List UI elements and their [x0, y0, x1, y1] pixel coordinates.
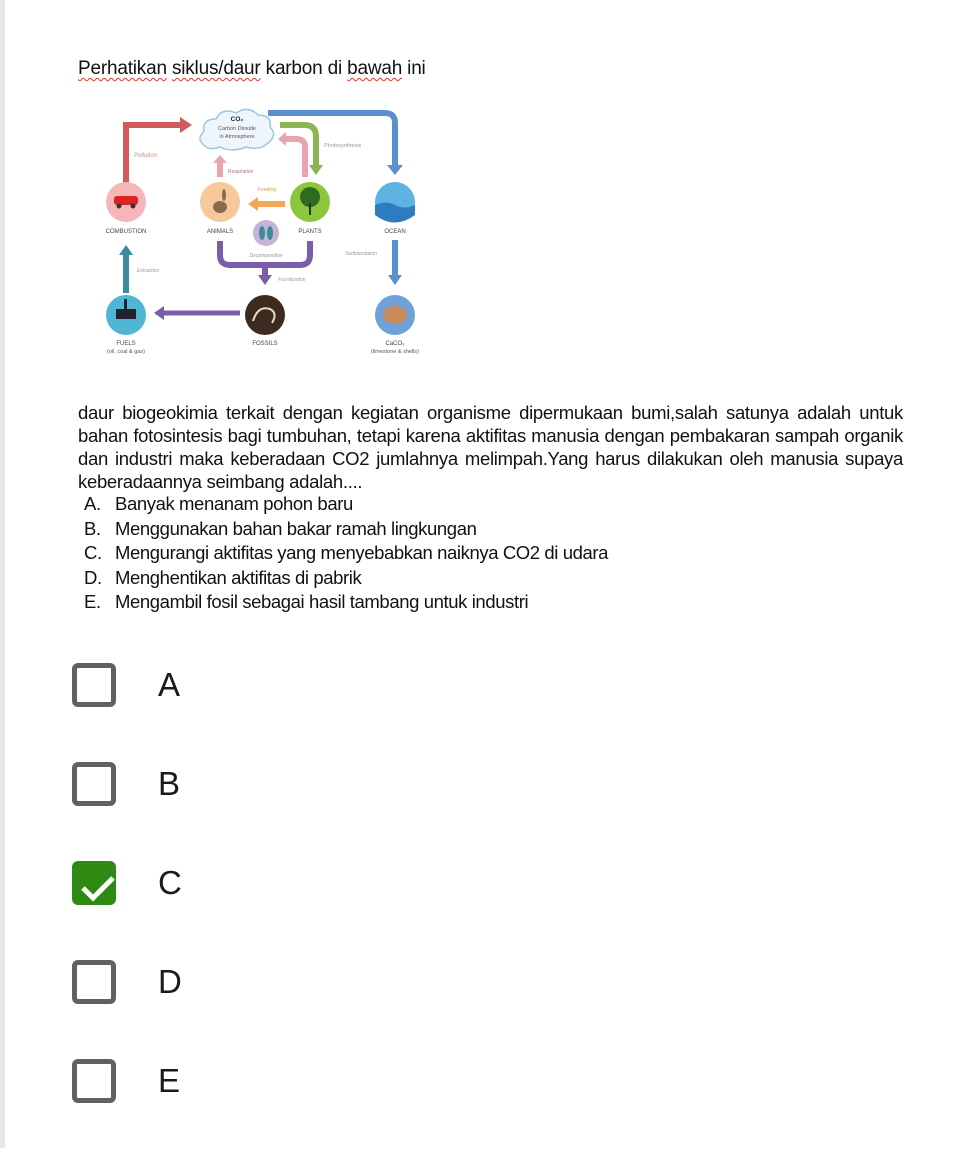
choice-a[interactable] [70, 660, 370, 759]
svg-text:PLANTS: PLANTS [298, 229, 322, 235]
answer-choices [70, 660, 370, 1155]
svg-text:Carbon Dioxide: Carbon Dioxide [218, 126, 256, 132]
checkbox-b[interactable] [72, 762, 116, 806]
atmosphere-cloud [200, 109, 274, 150]
option-c: C. Mengurangi aktifitas yang menyebabkan naiknya CO2 di udara [84, 542, 609, 563]
choice-b[interactable] [70, 759, 370, 858]
svg-text:(oil, coal & gas): (oil, coal & gas) [107, 349, 145, 355]
svg-text:ANIMALS: ANIMALS [206, 229, 234, 235]
decomposer-node [253, 220, 279, 246]
feeding-arrow [248, 197, 285, 211]
option-b: B. Menggunakan bahan bakar ramah lingkungan [84, 517, 477, 539]
title-word: bawah [347, 58, 403, 79]
choice-label: B [158, 765, 181, 802]
svg-text:FOSSILS: FOSSILS [252, 341, 278, 347]
svg-text:OCEAN: OCEAN [384, 229, 406, 235]
svg-text:Photosynthesis: Photosynthesis [324, 143, 362, 149]
fossils-node [245, 295, 285, 335]
svg-text:CO₂: CO₂ [230, 116, 244, 123]
checkbox-a[interactable] [72, 663, 116, 707]
checkmark-icon [79, 870, 119, 906]
choice-d[interactable] [70, 957, 370, 1056]
title-word: siklus/daur [171, 58, 261, 79]
choice-label: E [158, 1062, 181, 1099]
svg-text:CaCO₃: CaCO₃ [385, 341, 405, 347]
checkbox-d[interactable] [72, 960, 116, 1004]
choice-c[interactable] [70, 858, 370, 957]
pollution-arrow [126, 117, 192, 183]
photosynthesis-arrow [280, 125, 323, 175]
svg-text:Decomposition: Decomposition [249, 253, 283, 259]
option-d: D. Menghentikan aktifitas di pabrik [84, 566, 362, 588]
choice-label: C [158, 864, 182, 901]
svg-text:FUELS: FUELS [116, 341, 136, 347]
animal-respiration-arrow [213, 155, 227, 177]
svg-text:in Atmosphere: in Atmosphere [219, 134, 255, 140]
svg-text:Feeding: Feeding [258, 187, 277, 193]
choice-label: A [158, 666, 181, 703]
svg-text:Respiration: Respiration [228, 169, 254, 175]
title-word: Perhatikan [78, 58, 167, 79]
carbon-cycle-diagram [100, 95, 445, 370]
question-text: daur biogeokimia terkait dengan kegiatan organisme dipermukaan bumi,salah satunya adalah untuk bahan fotosintesis bagi tumbuhan, tetapi karena aktifitas manusia dengan pembakaran sampah organik dan industri maka keberadaan CO2 jumlahnya melimpah.Yang harus dilakukan oleh manusia supaya keberadaannya seimbang adalah.... [78, 402, 903, 492]
svg-text:(limestone & shells): (limestone & shells) [371, 349, 419, 355]
svg-text:Fossilization: Fossilization [278, 277, 306, 283]
extraction-arrow [119, 245, 133, 293]
pollution-label: Pollution [134, 153, 158, 159]
choice-label: D [158, 963, 182, 1000]
sedimentation-arrow [388, 240, 402, 285]
question-title: Perhatikan siklus/daur karbon di bawah ini [78, 58, 426, 79]
fuels-arrow [154, 306, 240, 320]
plant-respiration-arrow [278, 132, 305, 177]
option-e: E. Mengambil fosil sebagai hasil tambang untuk industri [84, 591, 529, 612]
svg-text:COMBUSTION: COMBUSTION [105, 229, 147, 235]
svg-text:Sedimentation: Sedimentation [345, 251, 377, 257]
checkbox-c[interactable] [72, 861, 116, 905]
svg-text:Extraction: Extraction [137, 268, 160, 274]
left-border [0, 0, 5, 1148]
answer-options-list [84, 492, 608, 615]
choice-e[interactable] [70, 1056, 370, 1155]
checkbox-e[interactable] [72, 1059, 116, 1103]
option-a: A. Banyak menanam pohon baru [84, 493, 353, 514]
